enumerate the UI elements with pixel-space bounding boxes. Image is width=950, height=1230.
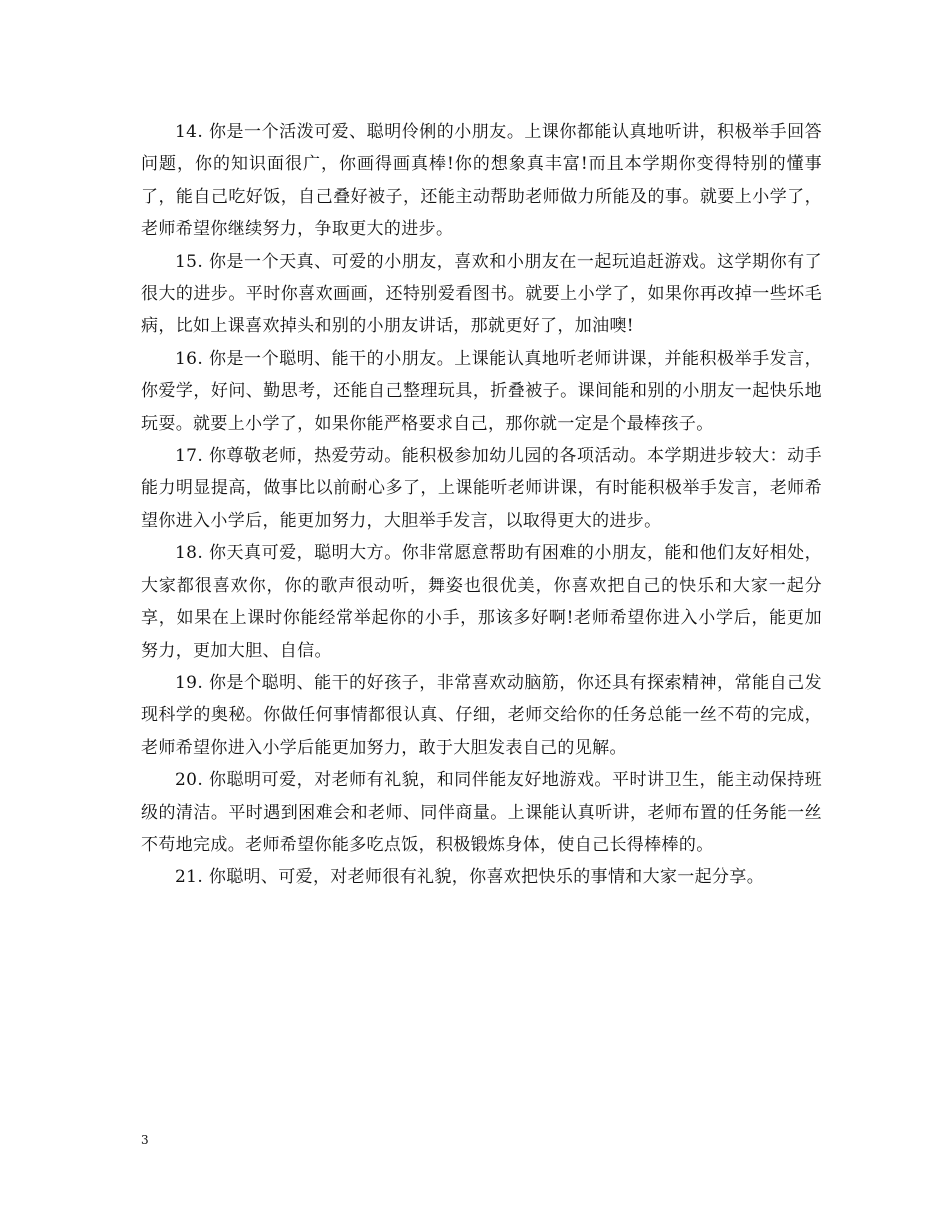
- paragraph-17: 17. 你尊敬老师，热爱劳动。能积极参加幼儿园的各项活动。本学期进步较大：动手能力明显提高，做事比以前耐心多了，上课能听老师讲课，有时能积极举手发言，老师希望你进入小学后，能更加努力，大胆举手发言，以取得更大的进步。: [141, 446, 822, 531]
- paragraph-18: 18. 你天真可爱，聪明大方。你非常愿意帮助有困难的小朋友，能和他们友好相处，大家都很喜欢你，你的歌声很动听，舞姿也很优美，你喜欢把自己的快乐和大家一起分享，如果在上课时你能经常举起你的小手，那该多好啊!老师希望你进入小学后，能更加努力，更加大胆、自信。: [141, 543, 822, 661]
- page-number: 3: [141, 1133, 149, 1147]
- paragraph-21: 21. 你聪明、可爱，对老师很有礼貌，你喜欢把快乐的事情和大家一起分享。: [175, 867, 765, 888]
- paragraph-16: 16. 你是一个聪明、能干的小朋友。上课能认真地听老师讲课，并能积极举手发言，你爱学，好问、勤思考，还能自己整理玩具，折叠被子。课间能和别的小朋友一起快乐地玩耍。就要上小学了，如果你能严格要求自己，那你就一定是个最棒孩子。: [141, 348, 822, 434]
- paragraph-19: 19. 你是个聪明、能干的好孩子，非常喜欢动脑筋，你还具有探索精神，常能自己发现科学的奥秘。你做任何事情都很认真、仔细，老师交给你的任务总能一丝不苟的完成，老师希望你进入小学后能更加努力，敢于大胆发表自己的见解。: [141, 672, 822, 758]
- paragraph-20: 20. 你聪明可爱，对老师有礼貌，和同伴能友好地游戏。平时讲卫生，能主动保持班级的清洁。平时遇到困难会和老师、同伴商量。上课能认真听讲，老师布置的任务能一丝不苟地完成。老师希望你能多吃点饭，积极锻炼身体，使自己长得棒棒的。: [141, 770, 822, 855]
- paragraph-15: 15. 你是一个天真、可爱的小朋友，喜欢和小朋友在一起玩追赶游戏。这学期你有了很大的进步。平时你喜欢画画，还特别爱看图书。就要上小学了，如果你再改掉一些坏毛病，比如上课喜欢掉头和别的小朋友讲话，那就更好了，加油噢!: [141, 251, 822, 337]
- paragraph-14: 14. 你是一个活泼可爱、聪明伶俐的小朋友。上课你都能认真地听讲，积极举手回答问题，你的知识面很广，你画得画真棒!你的想象真丰富!而且本学期你变得特别的懂事了，能自己吃好饭，自己叠好被子，还能主动帮助老师做力所能及的事。就要上小学了，老师希望你继续努力，争取更大的进步。: [141, 122, 822, 240]
- page-body: [141, 116, 822, 894]
